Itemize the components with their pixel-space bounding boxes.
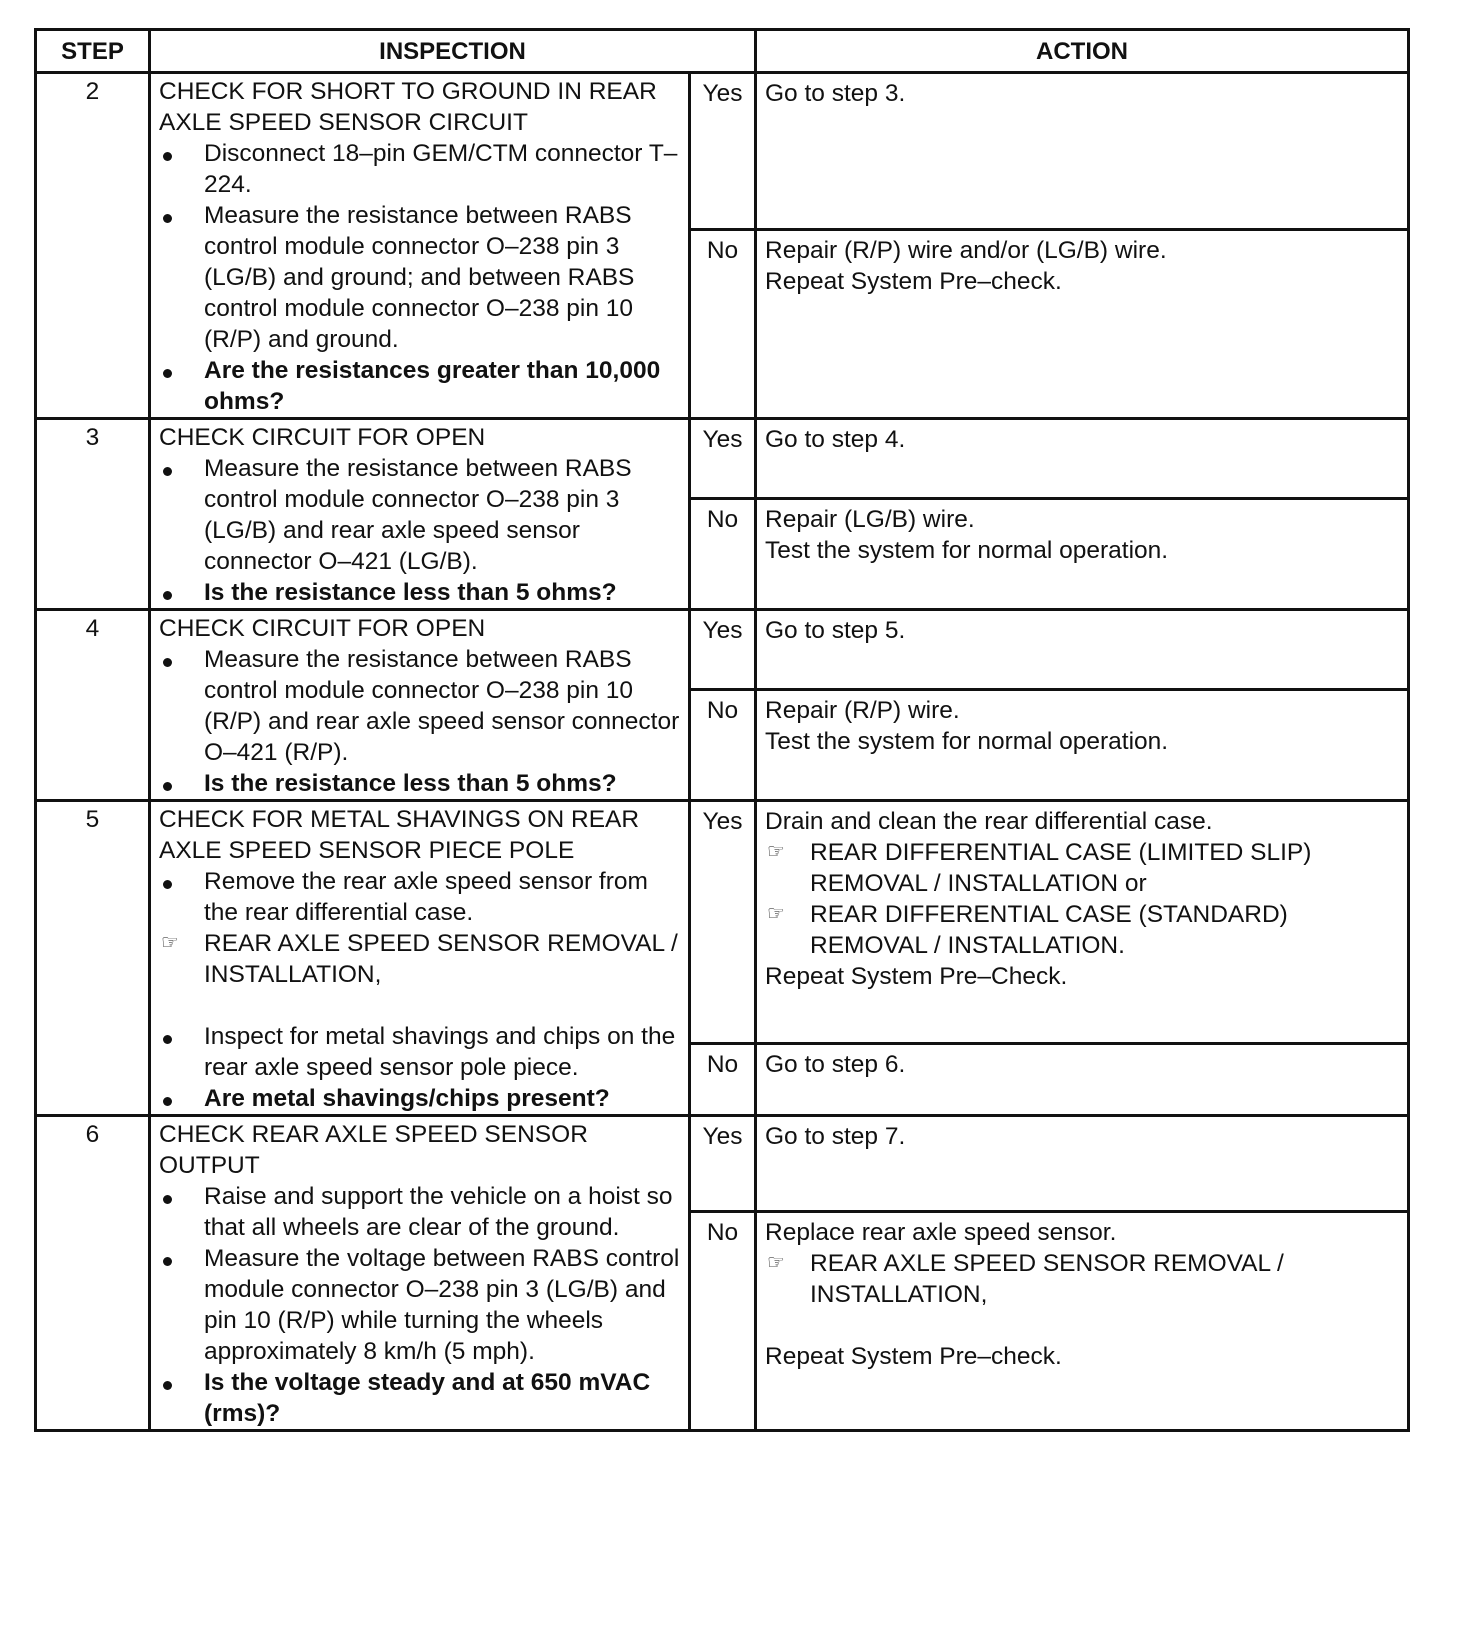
- inspection-item: Remove the rear axle speed sensor from the rear differential case.: [159, 866, 680, 928]
- action-yes: Go to step 5.: [756, 610, 1409, 690]
- inspection-item: Raise and support the vehicle on a hoist so that all wheels are clear of the ground.: [159, 1181, 680, 1243]
- reference-item: ☞ REAR AXLE SPEED SENSOR REMOVAL / INSTALLATION,: [161, 930, 678, 988]
- inspection-cell: [150, 419, 690, 610]
- diagnostic-table: [34, 28, 1410, 1432]
- inspection-item: Measure the resistance between RABS control module connector O–238 pin 3 (LG/B) and rear axle speed sensor connector O–421 (LG/B).: [159, 453, 680, 577]
- bullet-dot-icon: [163, 467, 172, 476]
- inspection-cell: [150, 610, 690, 801]
- step-2-yes-row: [36, 73, 1409, 230]
- inspection-item: Measure the resistance between RABS control module connector O–238 pin 10 (R/P) and rear axle speed sensor connector O–421 (R/P).: [159, 644, 680, 768]
- action-yes: Drain and clean the rear differential case. ☞ REAR DIFFERENTIAL CASE (LIMITED SLIP) REMOVAL / INSTALLATION or ☞ REAR DIFFERENTIAL CASE (STANDARD) REMOVAL / INSTALLATION. Repeat System Pre–Check.: [756, 801, 1409, 1044]
- answer-yes: Yes: [690, 801, 756, 1044]
- header-inspection: INSPECTION: [150, 30, 756, 73]
- inspection-item: Measure the resistance between RABS control module connector O–238 pin 3 (LG/B) and ground; and between RABS control module connector O–238 pin 10 (R/P) and ground.: [159, 200, 680, 355]
- bullet-dot-icon: [163, 369, 172, 378]
- answer-no: No: [690, 1044, 756, 1116]
- inspection-question: Is the voltage steady and at 650 mVAC (rms)?: [159, 1367, 680, 1429]
- action-no: Go to step 6.: [756, 1044, 1409, 1116]
- inspection-question: Is the resistance less than 5 ohms?: [159, 768, 680, 799]
- action-yes: Go to step 7.: [756, 1116, 1409, 1212]
- inspection-cell: [150, 1116, 690, 1431]
- bullet-dot-icon: [163, 152, 172, 161]
- inspection-cell: [150, 73, 690, 419]
- check-title: CHECK FOR METAL SHAVINGS ON REAR AXLE SPEED SENSOR PIECE POLE: [159, 806, 640, 864]
- pointing-hand-icon: ☞: [767, 1252, 785, 1274]
- inspection-item: Measure the voltage between RABS control module connector O–238 pin 3 (LG/B) and pin 10 (R/P) while turning the wheels approximately 8 km/h (5 mph).: [159, 1243, 680, 1367]
- bullet-dot-icon: [163, 1097, 172, 1106]
- answer-no: No: [690, 499, 756, 610]
- inspection-question: Are metal shavings/chips present?: [159, 1083, 680, 1114]
- step-3-yes-row: [36, 419, 1409, 499]
- pointing-hand-icon: ☞: [767, 903, 785, 925]
- pointing-hand-icon: ☞: [161, 932, 179, 954]
- step-number: 4: [36, 610, 150, 801]
- action-yes: Go to step 3.: [756, 73, 1409, 230]
- bullet-dot-icon: [163, 1035, 172, 1044]
- pointing-hand-icon: ☞: [767, 841, 785, 863]
- check-title: CHECK CIRCUIT FOR OPEN: [159, 424, 486, 451]
- inspection-item: Inspect for metal shavings and chips on the rear axle speed sensor pole piece.: [159, 1021, 680, 1083]
- bullet-dot-icon: [163, 782, 172, 791]
- answer-yes: Yes: [690, 610, 756, 690]
- inspection-question: Are the resistances greater than 10,000 ohms?: [159, 355, 680, 417]
- step-number: 5: [36, 801, 150, 1116]
- check-title: CHECK REAR AXLE SPEED SENSOR OUTPUT: [159, 1121, 588, 1179]
- action-no: Repair (LG/B) wire. Test the system for normal operation.: [756, 499, 1409, 610]
- reference-item: ☞ REAR DIFFERENTIAL CASE (STANDARD) REMOVAL / INSTALLATION.: [767, 901, 1288, 959]
- step-5-yes-row: [36, 801, 1409, 1044]
- bullet-dot-icon: [163, 658, 172, 667]
- inspection-question: Is the resistance less than 5 ohms?: [159, 577, 680, 608]
- action-no: Replace rear axle speed sensor. ☞ REAR AXLE SPEED SENSOR REMOVAL / INSTALLATION, Repeat System Pre–check.: [756, 1212, 1409, 1431]
- inspection-cell: [150, 801, 690, 1116]
- step-4-yes-row: [36, 610, 1409, 690]
- answer-no: No: [690, 230, 756, 419]
- answer-no: No: [690, 690, 756, 801]
- step-number: 3: [36, 419, 150, 610]
- action-no: Repair (R/P) wire. Test the system for normal operation.: [756, 690, 1409, 801]
- reference-item: ☞ REAR DIFFERENTIAL CASE (LIMITED SLIP) REMOVAL / INSTALLATION or: [767, 839, 1312, 897]
- answer-yes: Yes: [690, 419, 756, 499]
- table-header-row: [36, 30, 1409, 73]
- answer-yes: Yes: [690, 73, 756, 230]
- action-no: Repair (R/P) wire and/or (LG/B) wire. Repeat System Pre–check.: [756, 230, 1409, 419]
- reference-item: ☞ REAR AXLE SPEED SENSOR REMOVAL / INSTALLATION,: [767, 1250, 1284, 1308]
- header-step: STEP: [36, 30, 150, 73]
- bullet-dot-icon: [163, 214, 172, 223]
- check-title: CHECK FOR SHORT TO GROUND IN REAR AXLE SPEED SENSOR CIRCUIT: [159, 78, 657, 136]
- answer-no: No: [690, 1212, 756, 1431]
- bullet-dot-icon: [163, 1257, 172, 1266]
- inspection-item: Disconnect 18–pin GEM/CTM connector T–224.: [159, 138, 680, 200]
- bullet-dot-icon: [163, 880, 172, 889]
- bullet-dot-icon: [163, 1381, 172, 1390]
- check-title: CHECK CIRCUIT FOR OPEN: [159, 615, 486, 642]
- bullet-dot-icon: [163, 1195, 172, 1204]
- step-number: 6: [36, 1116, 150, 1431]
- header-action: ACTION: [756, 30, 1409, 73]
- step-6-yes-row: [36, 1116, 1409, 1212]
- answer-yes: Yes: [690, 1116, 756, 1212]
- bullet-dot-icon: [163, 591, 172, 600]
- action-yes: Go to step 4.: [756, 419, 1409, 499]
- step-number: 2: [36, 73, 150, 419]
